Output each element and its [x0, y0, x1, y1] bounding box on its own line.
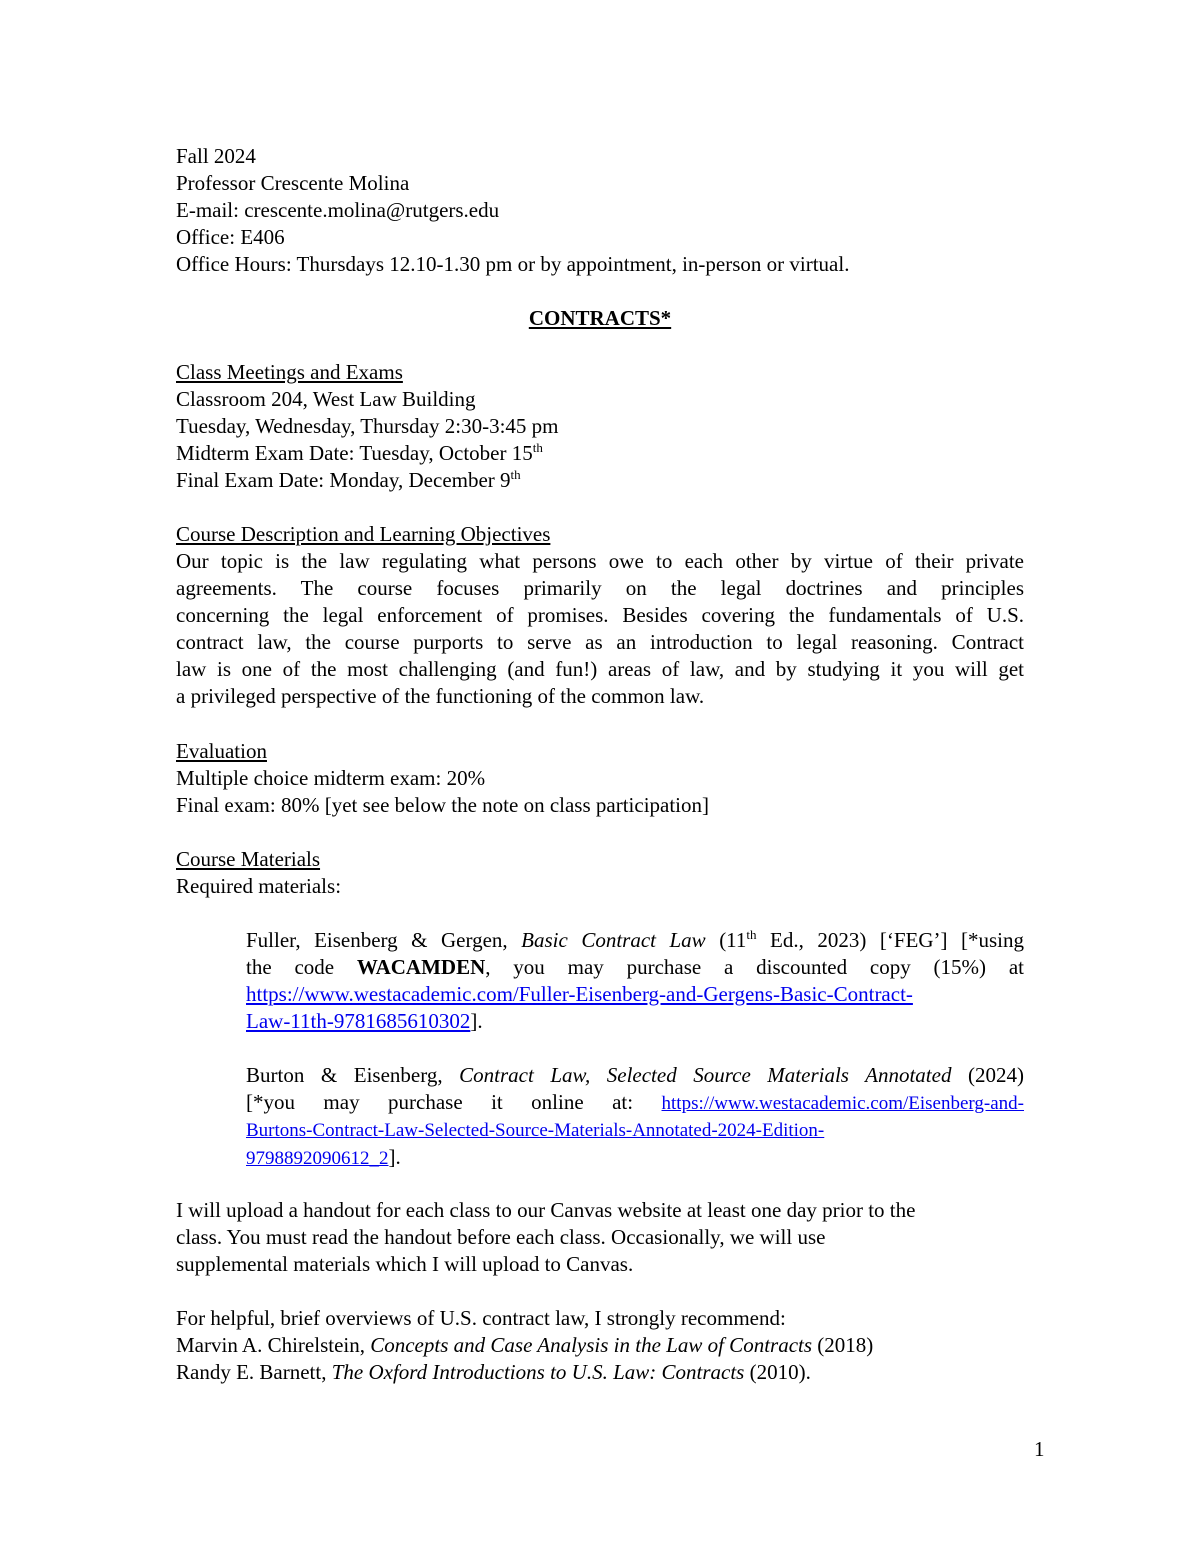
book1-link[interactable]: https://www.westacademic.com/Fuller-Eisenberg-and-Gergens-Basic-Contract- [246, 982, 913, 1006]
handout-line: class. You must read the handout before each class. Occasionally, we will use [176, 1225, 826, 1249]
meetings-heading: Class Meetings and Exams [176, 360, 403, 384]
overview-ref-2: Randy E. Barnett, The Oxford Introductions to U.S. Law: Contracts (2010). [176, 1360, 811, 1384]
classroom: Classroom 204, West Law Building [176, 387, 476, 411]
book2-link[interactable]: https://www.westacademic.com/Eisenberg-and- [661, 1093, 1024, 1114]
book1-citation: Fuller, Eisenberg & Gergen, Basic Contract Law (11th Ed., 2023) [‘FEG’] [*using the code WACAMDEN, you may purchase a discounted copy (15%) at https://www.westacademic.com/Fuller-Eisenberg-and-Gergens-Basic-Contract- Law-11th-9781685610302]. [246, 927, 1025, 1033]
book1-title: Basic Contract Law [521, 928, 706, 952]
professor-name: Professor Crescente Molina [176, 171, 410, 195]
evaluation-midterm: Multiple choice midterm exam: 20% [176, 766, 486, 790]
final-date: Final Exam Date: Monday, December 9th [176, 467, 521, 492]
book2-title: Contract Law, Selected Source Materials Annotated [459, 1063, 952, 1087]
book2-link-end[interactable]: 9798892090612_2 [246, 1148, 389, 1169]
office-hours: Office Hours: Thursdays 12.10-1.30 pm or by appointment, in-person or virtual. [176, 252, 850, 276]
evaluation-heading: Evaluation [176, 739, 267, 763]
book2-citation: Burton & Eisenberg, Contract Law, Selected Source Materials Annotated (2024) [*you may purchase it online at: https://www.westacademic.com/Eisenberg-and- Burtons-Contract-Law-Selected-Source-Materials-Annotated-2024-Edition- 9798892090612_2]. [246, 1063, 1024, 1169]
office: Office: E406 [176, 225, 285, 249]
overviews-intro: For helpful, brief overviews of U.S. contract law, I strongly recommend: [176, 1306, 786, 1330]
description-line: contract law, the course purports to serve as an introduction to legal reasoning. Contract [176, 630, 1024, 654]
description-line: a privileged perspective of the functioning of the common law. [176, 684, 705, 708]
description-line: agreements. The course focuses primarily on the legal doctrines and principles [176, 576, 1024, 600]
midterm-date: Midterm Exam Date: Tuesday, October 15th [176, 440, 543, 465]
email: E-mail: crescente.molina@rutgers.edu [176, 198, 500, 222]
class-schedule: Tuesday, Wednesday, Thursday 2:30-3:45 pm [176, 414, 559, 438]
book1-link-cont[interactable]: Law-11th-9781685610302 [246, 1009, 471, 1033]
course-title: CONTRACTS* [528, 306, 672, 330]
page-number: 1 [1034, 1437, 1045, 1461]
book2-link-cont[interactable]: Burtons-Contract-Law-Selected-Source-Materials-Annotated-2024-Edition- [246, 1120, 825, 1141]
description-heading: Course Description and Learning Objectives [176, 522, 551, 546]
handout-line: supplemental materials which I will upload to Canvas. [176, 1252, 634, 1276]
description-line: concerning the legal enforcement of promises. Besides covering the fundamentals of U.S. [176, 603, 1024, 627]
discount-code: WACAMDEN [356, 955, 486, 979]
materials-heading: Course Materials [176, 847, 321, 871]
description-paragraph [176, 548, 1024, 710]
required-materials-label: Required materials: [176, 874, 342, 898]
overview-ref-1: Marvin A. Chirelstein, Concepts and Case Analysis in the Law of Contracts (2018) [176, 1333, 874, 1357]
term: Fall 2024 [176, 144, 256, 168]
handout-line: I will upload a handout for each class to our Canvas website at least one day prior to the [176, 1198, 916, 1222]
evaluation-final: Final exam: 80% [yet see below the note on class participation] [176, 793, 710, 817]
description-line: law is one of the most challenging (and fun!) areas of law, and by studying it you will get [176, 657, 1024, 681]
description-line: Our topic is the law regulating what persons owe to each other by virtue of their private [176, 549, 1024, 573]
